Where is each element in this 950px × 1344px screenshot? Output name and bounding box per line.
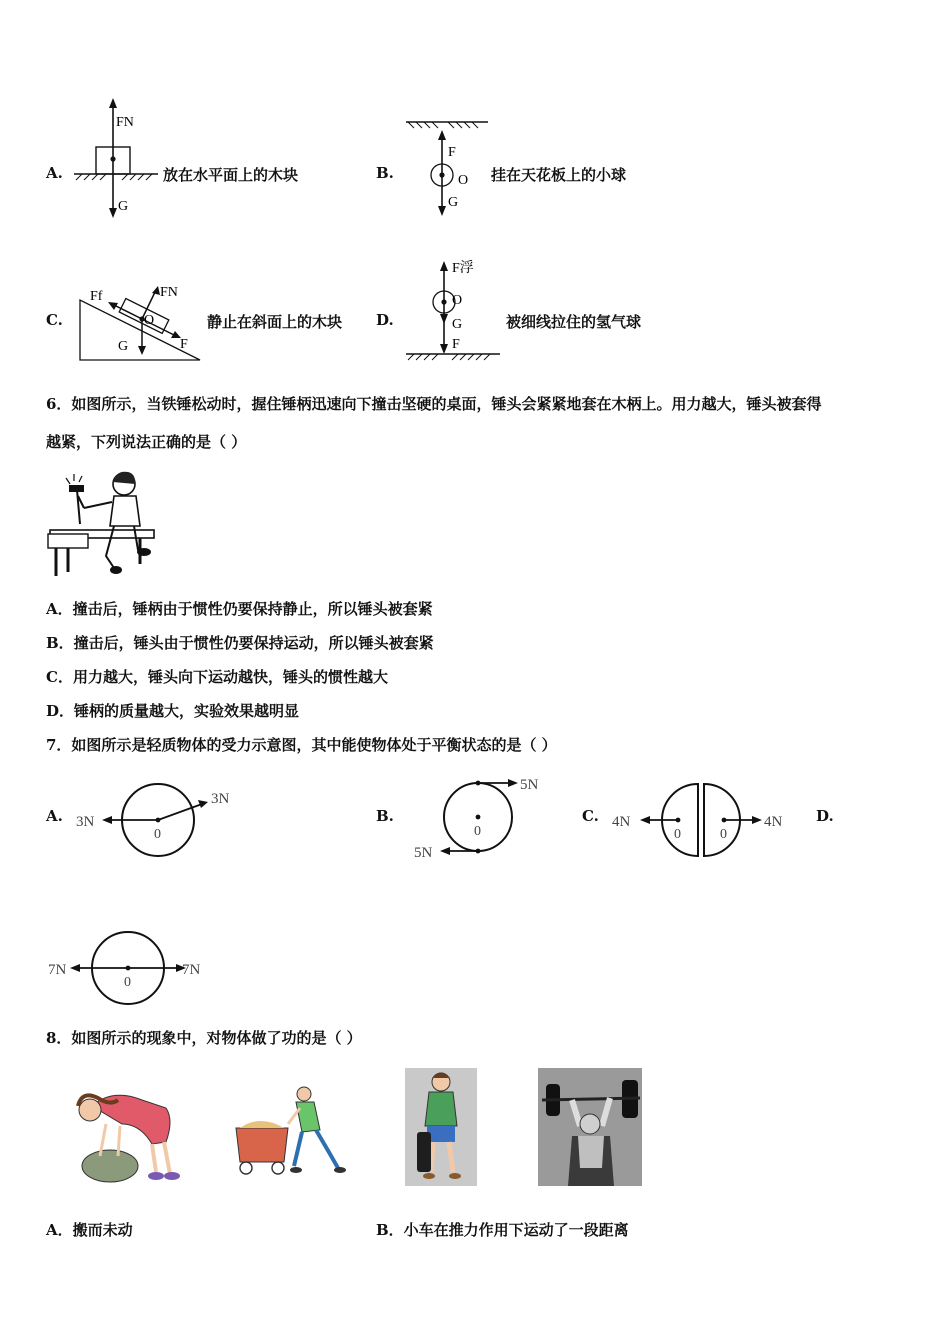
- q7-d-center-label: 0: [124, 975, 131, 990]
- q5-option-d-caption: 被细线拉住的氢气球: [506, 313, 642, 331]
- q7-d-right-force: 7N: [182, 962, 201, 978]
- q5-d-o-label: O: [452, 293, 463, 308]
- q7-b-bottom-force: 5N: [414, 845, 433, 861]
- q7-stem: 7．如图所示是轻质物体的受力示意图，其中能使物体处于平衡状态的是（ ）: [46, 736, 557, 754]
- q5-option-b-caption: 挂在天花板上的小球: [491, 166, 627, 184]
- q6-option-b: B．撞击后，锤头由于惯性仍要保持运动，所以锤头被套紧: [46, 634, 434, 652]
- q7-option-a-diagram: [72, 778, 242, 860]
- q5-option-d-diagram: [400, 258, 505, 364]
- q7-c-left-center-label: 0: [674, 827, 681, 842]
- q7-a-center-label: 0: [154, 827, 161, 842]
- q5-d-g-label: G: [452, 317, 463, 332]
- q5-a-g-label: G: [118, 199, 129, 214]
- q6-hammer-illustration: [44, 468, 159, 583]
- q5-option-a-letter: A.: [46, 164, 63, 182]
- q5-c-fn-label: FN: [160, 285, 178, 300]
- q8-option-a: A．搬而未动: [46, 1221, 133, 1239]
- q6-stem-line1: 6．如图所示，当铁锤松动时，握住锤柄迅速向下撞击坚硬的桌面，锤头会紧紧地套在木柄上。用力越大，锤头被套得: [46, 395, 822, 413]
- q8-picture-lifting-stone: [66, 1080, 184, 1186]
- q7-c-left-force: 4N: [612, 814, 631, 830]
- q5-c-o-label: O: [144, 313, 155, 328]
- q8-picture-carrying-bag: [405, 1068, 477, 1186]
- q7-option-c-diagram: [608, 778, 793, 860]
- q5-option-a-diagram: [70, 96, 165, 221]
- q7-a-right-force: 3N: [211, 791, 230, 807]
- q6-stem-line2: 越紧，下列说法正确的是（ ）: [46, 433, 247, 451]
- q6-option-a: A．撞击后，锤柄由于惯性仍要保持静止，所以锤头被套紧: [46, 600, 433, 618]
- q8-stem: 8．如图所示的现象中，对物体做了功的是（ ）: [46, 1029, 362, 1047]
- q7-c-right-center-label: 0: [720, 827, 727, 842]
- q5-d-ffloat-label: F浮: [452, 261, 474, 276]
- q5-option-b-diagram: [400, 114, 495, 222]
- q5-a-fn-label: FN: [116, 115, 134, 130]
- q5-option-b-letter: B.: [376, 164, 394, 182]
- q8-picture-pushing-cart: [230, 1084, 348, 1180]
- q8-picture-weightlifter: [538, 1068, 642, 1186]
- q7-c-right-force: 4N: [764, 814, 783, 830]
- q7-a-left-force: 3N: [76, 814, 95, 830]
- q5-option-c-diagram: [76, 276, 206, 364]
- q7-b-top-force: 5N: [520, 777, 539, 793]
- q7-option-a-letter: A.: [46, 807, 63, 825]
- q6-option-c: C．用力越大，锤头向下运动越快，锤头的惯性越大: [46, 668, 388, 686]
- q5-c-g-label: G: [118, 339, 129, 354]
- q7-option-d-diagram: [46, 928, 211, 1008]
- q5-b-g-label: G: [448, 195, 459, 210]
- q5-d-f-label: F: [452, 337, 460, 352]
- q5-b-f-label: F: [448, 145, 456, 160]
- q7-option-d-letter: D.: [816, 807, 834, 825]
- q5-b-o-label: O: [458, 173, 469, 188]
- q5-option-a-caption: 放在水平面上的木块: [163, 166, 299, 184]
- q5-c-f-label: F: [180, 337, 188, 352]
- q5-option-d-letter: D.: [376, 311, 394, 329]
- q8-option-b: B．小车在推力作用下运动了一段距离: [376, 1221, 629, 1239]
- q5-option-c-caption: 静止在斜面上的木块: [207, 313, 343, 331]
- q7-option-b-letter: B.: [376, 807, 394, 825]
- q5-option-c-letter: C.: [46, 311, 63, 329]
- q6-option-d: D．锤柄的质量越大，实验效果越明显: [46, 702, 300, 720]
- q7-option-c-letter: C.: [582, 807, 599, 825]
- q5-c-ff-label: Ff: [90, 289, 103, 304]
- q7-option-b-diagram: [410, 770, 550, 862]
- q7-d-left-force: 7N: [48, 962, 67, 978]
- q7-b-center-label: 0: [474, 824, 481, 839]
